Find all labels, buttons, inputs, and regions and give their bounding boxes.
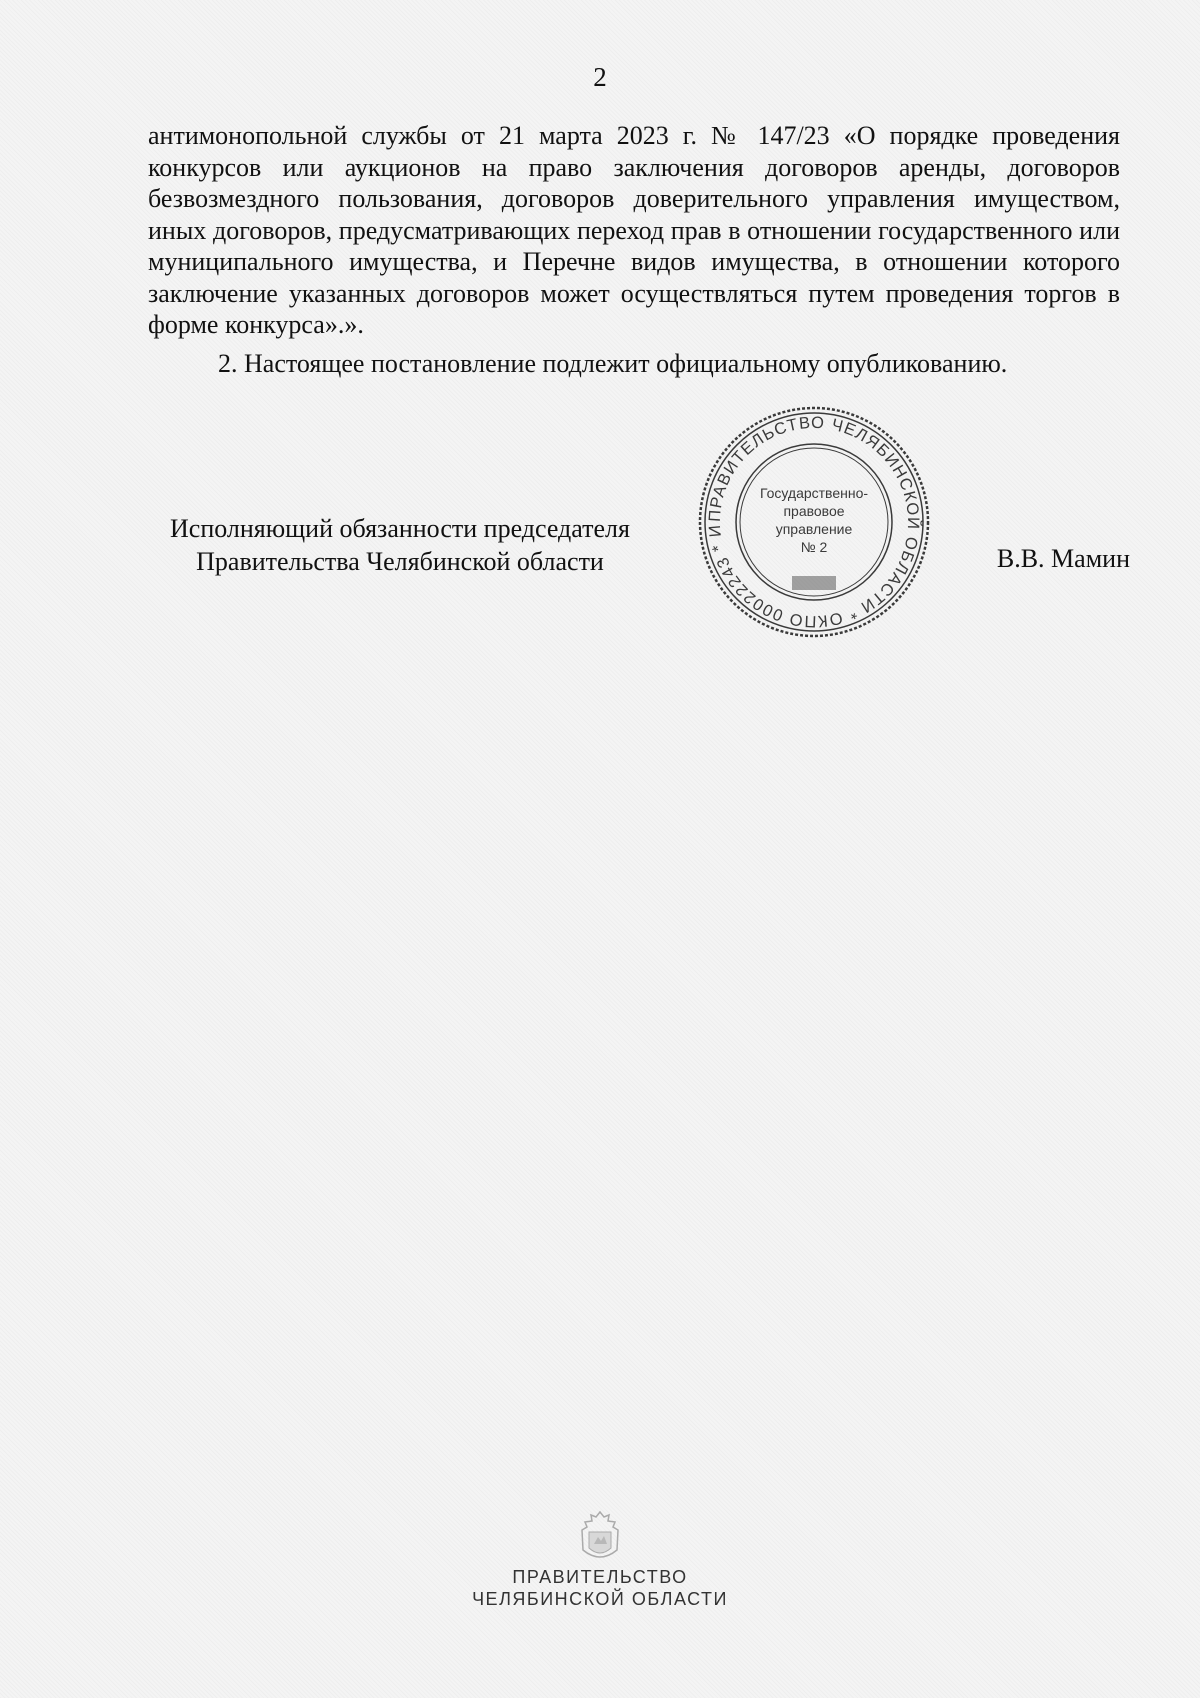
coat-of-arms-icon xyxy=(577,1510,623,1566)
seal-center-line4: № 2 xyxy=(800,539,828,555)
signatory-position-line1: Исполняющий обязанности председателя xyxy=(170,514,630,543)
seal-center-line2: правовое xyxy=(783,503,845,519)
seal-center-line3: управление xyxy=(775,521,853,537)
signatory-position-line2: Правительства Челябинской области xyxy=(196,547,604,576)
official-seal xyxy=(696,404,932,640)
signatory-name: В.В. Мамин xyxy=(996,544,1130,573)
seal-center-line1: Государственно- xyxy=(759,485,869,501)
body-paragraph: антимонопольной службы от 21 марта 2023 г. № 147/23 «О порядке проведения конкурсов или аукционов на право заключения договоров аренды, договоров безвозмездного пользования, договоров доверительного управления имуществом, иных договоров, предусматривающих переход прав в отношении государственного или муниципального имущества, и Перечне видов имущества, в отношении которого заключение указанных договоров может осуществляться путем проведения торгов в форме конкурса».». xyxy=(148,121,1120,339)
signatory-position xyxy=(140,512,660,578)
footer-emblem-block xyxy=(0,1510,1200,1610)
page-number: 2 xyxy=(593,62,607,92)
footer-line1: ПРАВИТЕЛЬСТВО xyxy=(512,1567,688,1587)
item-2-paragraph: 2. Настоящее постановление подлежит официальному опубликованию. xyxy=(218,349,1008,378)
footer-line2: ЧЕЛЯБИНСКОЙ ОБЛАСТИ xyxy=(472,1589,728,1609)
seal-outer-text: ПРАВИТЕЛЬСТВО ЧЕЛЯБИНСКОЙ ОБЛАСТИ * ОКПО 00022243 * И xyxy=(705,413,923,631)
seal-stamp-icon xyxy=(696,404,932,640)
